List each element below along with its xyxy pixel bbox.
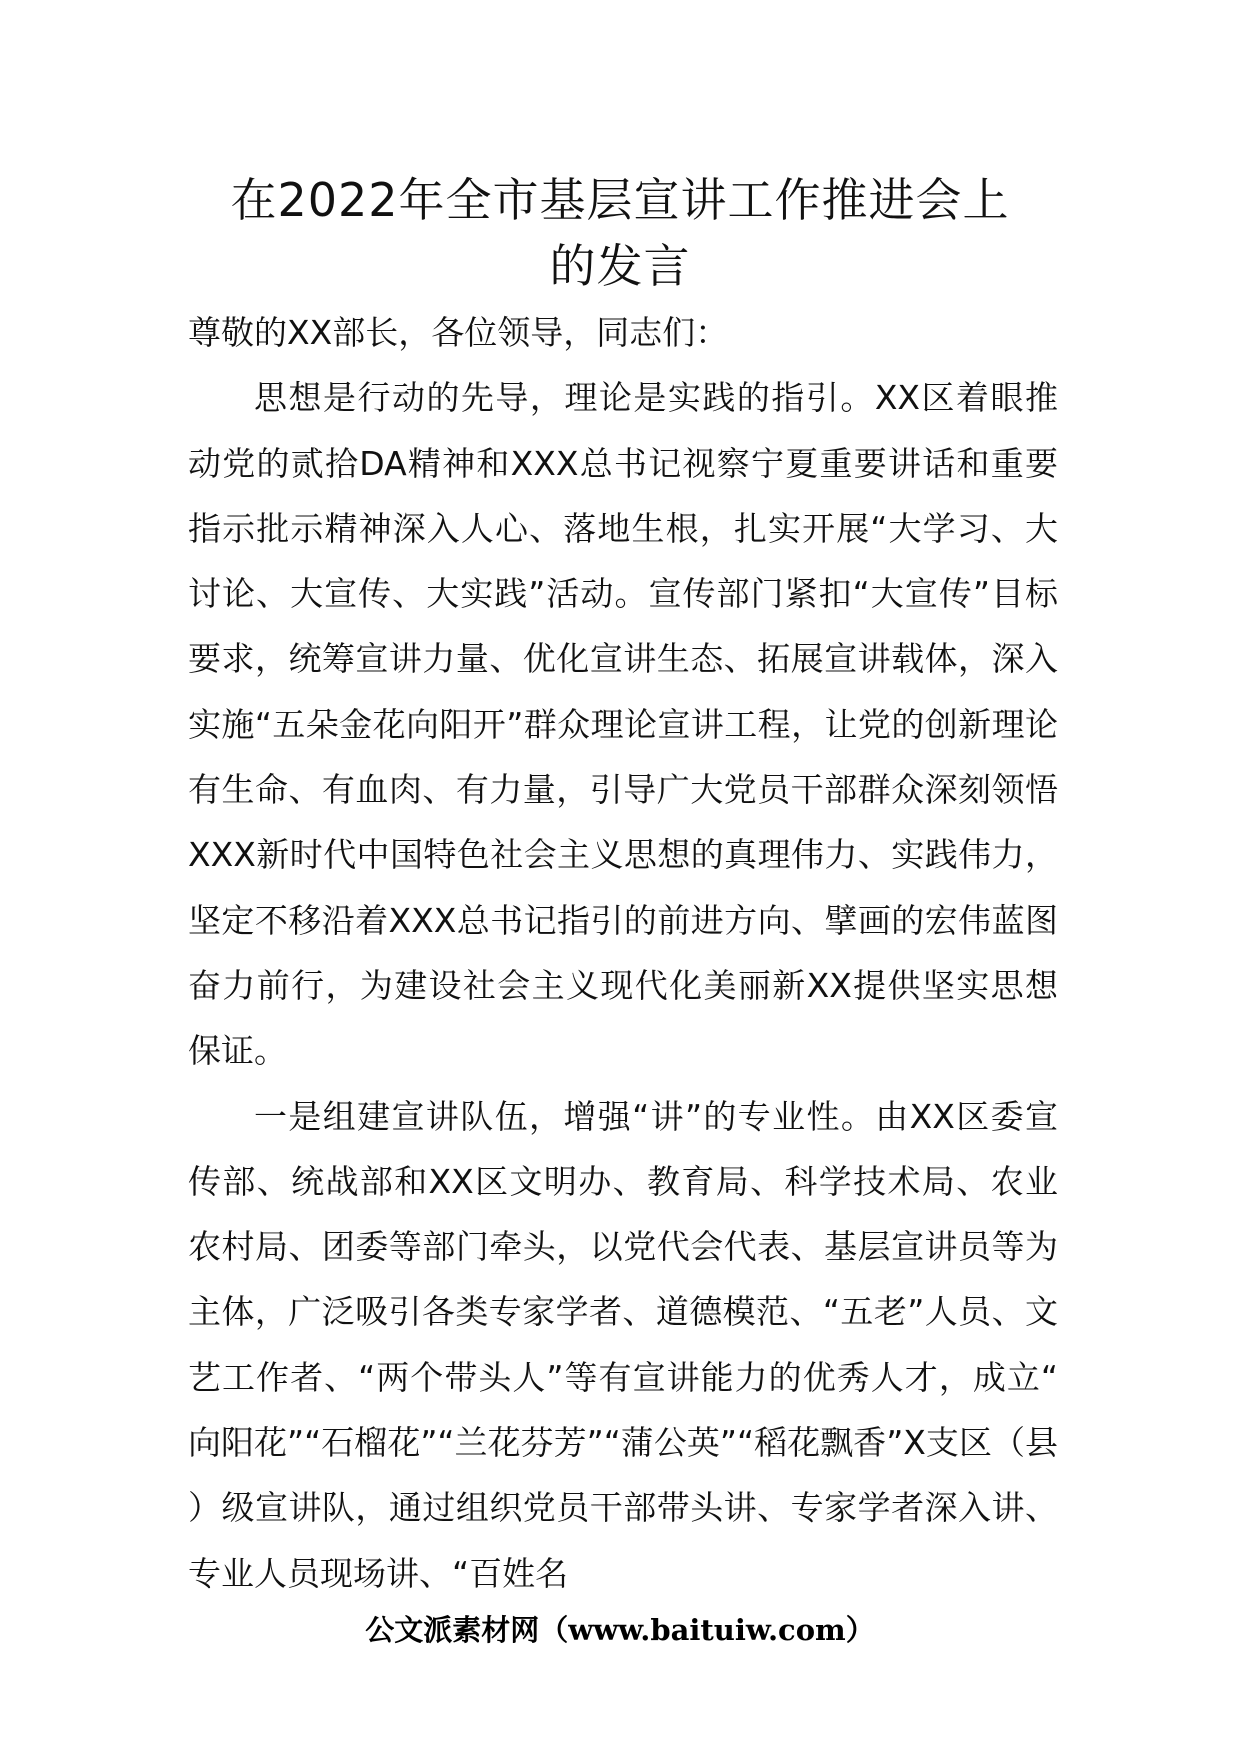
document-body (188, 300, 1058, 1606)
paragraph-first-point: 一是组建宣讲队伍，增强“讲”的专业性。由XX区委宣传部、统战部和XX区文明办、教育局、科学技术局、农业农村局、团委等部门牵头，以党代会代表、基层宣讲员等为主体，广泛吸引各类专家学者、道德模范、“五老”人员、文艺工作者、“两个带头人”等有宣讲能力的优秀人才，成立“向阳花”“石榴花”“兰花芬芳”“蒲公英”“稻花飘香”X支区（县）级宣讲队，通过组织党员干部带头讲、专家学者深入讲、专业人员现场讲、“百姓名 (188, 1096, 1058, 1593)
paragraph-intro: 思想是行动的先导，理论是实践的指引。XX区着眼推动党的贰拾DA精神和XXX总书记视察宁夏重要讲话和重要指示批示精神深入人心、落地生根，扎实开展“大学习、大讨论、大宣传、大实践”活动。宣传部门紧扣“大宣传”目标要求，统筹宣讲力量、优化宣讲生态、拓展宣讲载体，深入实施“五朵金花向阳开”群众理论宣讲工程，让党的创新理论有生命、有血肉、有力量，引导广大党员干部群众深刻领悟XXX新时代中国特色社会主义思想的真理伟力、实践伟力，坚定不移沿着XXX总书记指引的前进方向、擘画的宏伟蓝图奋力前行，为建设社会主义现代化美丽新XX提供坚实思想保证。 (188, 378, 1058, 1071)
document-title-line-2: 的发言 (549, 239, 691, 293)
document-title-line-1: 在2022年全市基层宣讲工作推进会上 (230, 173, 1010, 227)
salutation: 尊敬的XX部长，各位领导，同志们： (188, 313, 729, 352)
footer-watermark: 公文派素材网（www.baituiw.com） (365, 1613, 875, 1647)
